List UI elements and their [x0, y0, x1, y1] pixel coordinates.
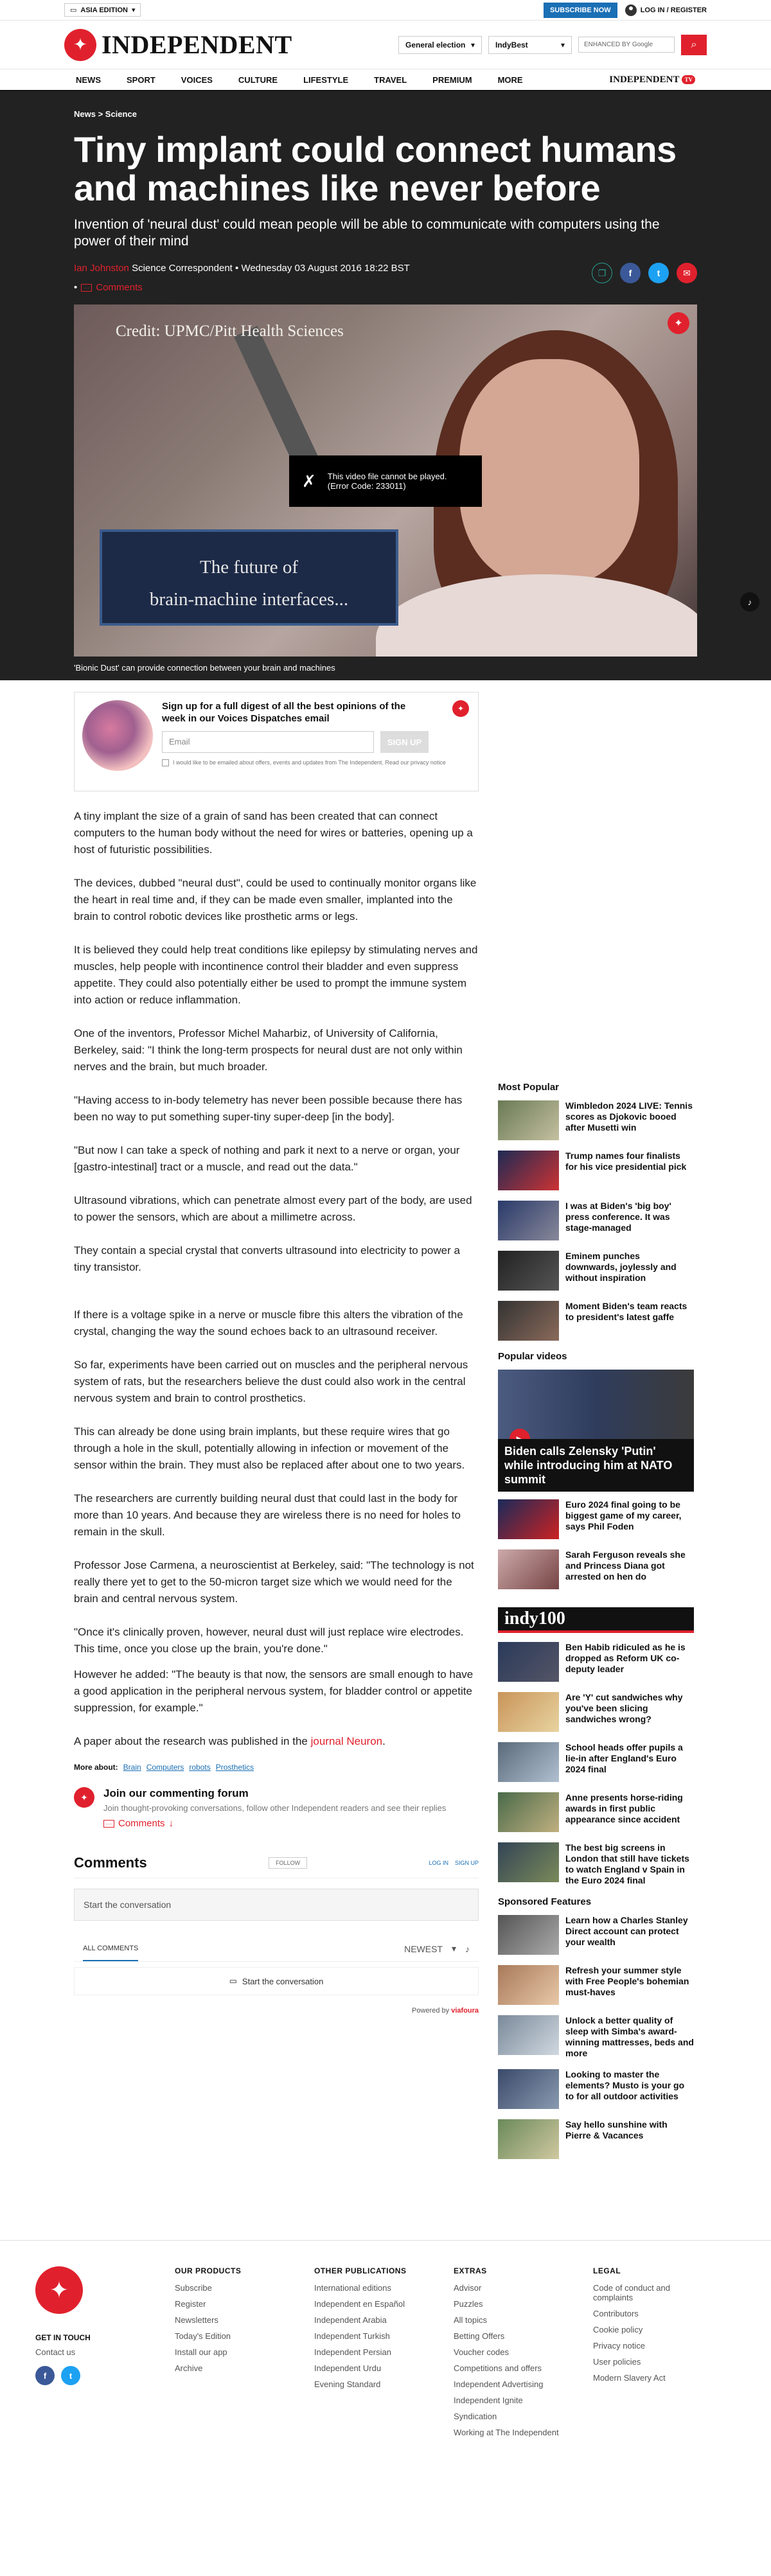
comments-label: Comments [118, 1818, 165, 1829]
list-item-title: Anne presents horse-riding awards in first public appearance since accident [565, 1792, 683, 1824]
footer-link[interactable]: Syndication [454, 2412, 497, 2421]
top-actions [544, 3, 707, 18]
list-item-title: Sarah Ferguson reveals she and Princess Diana got arrested on hen do [565, 1549, 686, 1582]
newsletter-form [162, 731, 470, 753]
list-item[interactable] [498, 1742, 694, 1782]
list-item-title: Eminem punches downwards, joylessly and without inspiration [565, 1251, 677, 1283]
more-about-label: More about: [74, 1763, 118, 1772]
consent-checkbox[interactable] [162, 759, 169, 766]
list-item[interactable] [498, 1549, 694, 1589]
footer-link[interactable]: Today's Edition [175, 2331, 231, 2341]
thumbnail [498, 1201, 559, 1240]
user-icon [625, 4, 637, 16]
nav-culture[interactable]: CULTURE [238, 75, 278, 85]
chevron-down-icon: ▾ [560, 40, 565, 49]
author-link[interactable]: Ian Johnston [74, 263, 129, 274]
author-role: Science Correspondent [132, 263, 233, 274]
footer-link[interactable]: Install our app [175, 2347, 227, 2357]
nav-news[interactable]: NEWS [76, 75, 101, 85]
nav-travel[interactable]: TRAVEL [374, 75, 407, 85]
video-caption: 'Bionic Dust' can provide connection between your brain and machines [74, 663, 335, 673]
most-popular-title: Most Popular [498, 1082, 560, 1093]
sponsored-features-title: Sponsored Features [498, 1896, 592, 1907]
comments-tabs [74, 1936, 479, 1962]
flag-icon: ▭ [70, 6, 77, 14]
thumbnail [498, 1642, 559, 1682]
article-paragraph: "But now I can take a speck of nothing and park it next to a nerve or organ, your [gastro-intestinal] tract or a muscle, and read out the data." [74, 1144, 460, 1173]
article-date: Wednesday 03 August 2016 18:22 BST [241, 263, 410, 274]
article-body [74, 680, 479, 2169]
thumbnail [498, 2069, 559, 2109]
footer-link[interactable]: Subscribe [175, 2283, 212, 2293]
list-item[interactable] [498, 1251, 694, 1291]
chevron-down-icon: ▾ [470, 40, 475, 49]
nav-more[interactable]: MORE [497, 75, 523, 85]
footer-link[interactable]: All topics [454, 2315, 488, 2325]
logo-text: INDEPENDENT [102, 30, 292, 59]
nav-voices[interactable]: VOICES [181, 75, 213, 85]
thumbnail [498, 1742, 559, 1782]
thumbnail [498, 1965, 559, 2005]
list-item[interactable] [498, 2015, 694, 2059]
video-error-line2: (Error Code: 233011) [327, 481, 406, 491]
indybest-dropdown[interactable] [488, 36, 572, 54]
twitter-icon[interactable]: t [61, 2366, 80, 2385]
paragraph-end: . [382, 1735, 386, 1747]
article-hero [0, 91, 771, 680]
article-paragraph: The researchers are currently building neural dust that could last in the body for more than 10 years. And because they are wireless there is no need for holes to remain in the skull. [74, 1492, 461, 1538]
comments-section [74, 1855, 479, 2015]
dot-separator: • [74, 282, 78, 293]
list-item[interactable] [498, 1100, 694, 1140]
follow-button[interactable]: FOLLOW [269, 1857, 307, 1869]
forum-comments-link[interactable] [103, 1818, 446, 1829]
footer-link[interactable]: User policies [593, 2357, 641, 2367]
contact-link[interactable]: Contact us [35, 2347, 76, 2357]
main-nav [0, 69, 771, 91]
thumbnail [498, 1842, 559, 1882]
comments-header [74, 1855, 479, 1878]
article-paragraph: Ultrasound vibrations, which can penetrate almost every part of the body, are used to power the sensors, which are about a millimetre across. [74, 1194, 472, 1223]
thumbnail [498, 1915, 559, 1955]
bookmark-button[interactable] [592, 263, 612, 283]
tag-brain[interactable]: Brain [123, 1763, 141, 1772]
video-frame-person-face [459, 359, 639, 584]
thumbnail [498, 1792, 559, 1832]
article-paragraph: It is believed they could help treat conditions like epilepsy by stimulating nerves and muscles, help people with incontinence control their bladder and even suppress appetite. They could also potentially either be used to prompt the immune system into action or reduce inflammation. [74, 944, 478, 1006]
thumbnail [498, 1549, 559, 1589]
comments-login-link[interactable]: LOG IN [429, 1860, 448, 1866]
footer-link[interactable]: Cookie policy [593, 2325, 643, 2334]
article-subtitle: Invention of 'neural dust' could mean people will be able to communicate with computers using the power of their mind [74, 217, 660, 249]
email-field[interactable]: Email [162, 731, 374, 753]
eagle-logo-icon[interactable]: ✦ [35, 2266, 83, 2314]
footer-link[interactable]: Independent Ignite [454, 2395, 523, 2405]
article-paragraph: However he added: "The beauty is that now, the sensors are small enough to have a good application in the peripheral nervous system, for bladder control or appetite suppression, for example." [74, 1668, 474, 1714]
video-logo-icon: ✦ [668, 312, 689, 334]
indy100-logo[interactable]: indy100 [498, 1607, 694, 1633]
video-title-line1: The future of [200, 557, 298, 578]
footer-link[interactable]: Contributors [593, 2309, 639, 2318]
comments-link[interactable] [74, 282, 697, 293]
thumbnail [498, 1100, 559, 1140]
nav-premium[interactable]: PREMIUM [432, 75, 472, 85]
arrow-down-icon: ↓ [168, 1818, 174, 1829]
masthead [0, 21, 771, 69]
tv-brand-label: INDEPENDENT [609, 74, 680, 85]
newsletter-heading: Sign up for a full digest of all the best opinions of the week in our Voices Dispatches email [162, 701, 406, 724]
article-paragraph: A tiny implant the size of a grain of sand has been created that can connect computers to the human body without the need for wires or batteries, opening up a host of futuristic possibilities. [74, 810, 473, 856]
comments-title: Comments [74, 1855, 147, 1871]
article-meta [74, 263, 697, 283]
list-item[interactable] [498, 1842, 694, 1886]
video-error-icon: ✗ [302, 471, 316, 491]
social-links [35, 2366, 149, 2385]
popular-videos-title: Popular videos [498, 1351, 567, 1362]
newsletter-logo-icon: ✦ [452, 700, 469, 717]
dropdown-label: General election [405, 40, 466, 49]
list-item[interactable] [498, 1201, 694, 1240]
comments-auth [429, 1860, 479, 1866]
footer-link[interactable]: Newsletters [175, 2315, 218, 2325]
article-paragraph: This can already be done using brain implants, but these require wires that go through a hole in the skull, potentially allowing in infection or movement of the sensor within the brain. They must also be replaced after about one to two years. [74, 1425, 465, 1471]
article-paragraph: The devices, dubbed "neural dust", could be used to continually monitor organs like the heart in real time and, if they can be made even smaller, implanted into the brain to control robotic devices like prosthetic arms or legs. [74, 877, 477, 922]
logo[interactable] [64, 29, 292, 61]
login-label: LOG IN / REGISTER [640, 6, 707, 14]
consent-text: I would like to be emailed about offers, events and updates from The Independent. Read our privacy notice [173, 759, 446, 766]
footer-link[interactable]: Independent Advertising [454, 2379, 544, 2389]
list-item-title: Looking to master the elements? Musto is your go to for all outdoor activities [565, 2069, 685, 2101]
footer-col-title: LEGAL [593, 2266, 621, 2275]
footer-link[interactable]: Independent Persian [314, 2347, 391, 2357]
list-item[interactable] [498, 2069, 694, 2109]
footer-link[interactable]: Betting Offers [454, 2331, 505, 2341]
independent-tv-link[interactable] [609, 75, 695, 85]
search-button[interactable] [681, 35, 707, 55]
list-item-title: Wimbledon 2024 LIVE: Tennis scores as Djokovic booed after Musetti win [565, 1100, 693, 1133]
comment-bubble-icon: ▭ [229, 1976, 237, 1986]
signup-button[interactable]: SIGN UP [380, 731, 429, 753]
footer-link[interactable]: Archive [175, 2363, 203, 2373]
thumbnail [498, 1499, 559, 1539]
thumbnail [498, 1251, 559, 1291]
list-item-title: Trump names four finalists for his vice presidential pick [565, 1151, 687, 1172]
page-title: Tiny implant could connect humans and machines like never before [74, 129, 677, 208]
footer-link[interactable]: Modern Slavery Act [593, 2373, 666, 2383]
video-error-line1: This video file cannot be played. [327, 472, 447, 481]
mail-icon: ✉ [683, 267, 691, 278]
twitter-share-button[interactable] [648, 263, 669, 283]
forum-logo-icon: ✦ [74, 1787, 94, 1808]
list-item-title: Learn how a Charles Stanley Direct account can protect your wealth [565, 1915, 688, 1947]
facebook-icon[interactable]: f [35, 2366, 55, 2385]
header-tools [398, 35, 707, 55]
footer-col-title: OUR PRODUCTS [175, 2266, 242, 2275]
sort-label: NEWEST [404, 1943, 443, 1954]
facebook-icon: f [628, 268, 632, 278]
footer-col-legal [593, 2266, 707, 2444]
list-item-title: Ben Habib ridiculed as he is dropped as Reform UK co-deputy leader [565, 1642, 686, 1674]
share-buttons [592, 263, 697, 283]
footer-link[interactable]: Privacy notice [593, 2341, 645, 2351]
footer-link[interactable]: Voucher codes [454, 2347, 510, 2357]
list-item[interactable] [498, 1965, 694, 2005]
tag-computers[interactable]: Computers [146, 1763, 184, 1772]
footer [0, 2240, 771, 2482]
forum-title: Join our commenting forum [103, 1787, 249, 1799]
video-player[interactable] [74, 304, 697, 657]
footer-link[interactable]: Register [175, 2299, 206, 2309]
comment-icon: ··· [81, 284, 92, 292]
footer-link[interactable]: Independent Urdu [314, 2363, 382, 2373]
featured-video[interactable] [498, 1370, 694, 1492]
footer-link[interactable]: Independent Turkish [314, 2331, 390, 2341]
eagle-logo-icon: ✦ [64, 29, 96, 61]
nav-sport[interactable]: SPORT [127, 75, 155, 85]
tab-all-comments[interactable]: ALL COMMENTS [83, 1937, 138, 1961]
list-item-title: Say hello sunshine with Pierre & Vacances [565, 2119, 668, 2140]
breadcrumb[interactable]: News > Science [74, 109, 137, 119]
article-paragraph: If there is a voltage spike in a nerve or muscle fibre this alters the vibration of the crystal, changing the way the sound echoes back to an ultrasound receiver. [74, 1309, 463, 1337]
thumbnail [498, 2015, 559, 2055]
newsletter-signup [74, 692, 479, 791]
article-paragraph: They contain a special crystal that converts ultrasound into electricity to power a tiny transistor. [74, 1244, 460, 1273]
search-input[interactable]: ENHANCED BY Google [578, 37, 675, 53]
list-item-title: Refresh your summer style with Free People's bohemian must-haves [565, 1965, 689, 1997]
list-item[interactable] [498, 1151, 694, 1190]
get-in-touch-title: GET IN TOUCH [35, 2333, 91, 2342]
login-button[interactable] [625, 4, 707, 16]
thumbnail [498, 2119, 559, 2159]
article-paragraph: One of the inventors, Professor Michel Maharbiz, of University of California, Berkeley, said: "I think the long-term prospects for neural dust are not only within nerves and the brain, but much broader. [74, 1027, 463, 1073]
newsletter-illustration [82, 700, 153, 771]
footer-link[interactable]: Code of conduct and complaints [593, 2283, 670, 2302]
email-share-button[interactable] [677, 263, 697, 283]
footer-col-title: OTHER PUBLICATIONS [314, 2266, 407, 2275]
forum-subtitle: Join thought-provoking conversations, follow other Independent readers and see their replies [103, 1803, 447, 1813]
tag-robots[interactable]: robots [189, 1763, 211, 1772]
powered-by-label: Powered by [412, 2007, 450, 2015]
facebook-share-button[interactable] [620, 263, 641, 283]
list-item-title: Are 'Y' cut sandwiches why you've been slicing sandwiches wrong? [565, 1692, 683, 1724]
nav-links [76, 75, 523, 85]
paragraph-text: A paper about the research was published in the [74, 1735, 311, 1747]
list-item-title: Unlock a better quality of sleep with Simba's award-winning mattresses, beds and more [565, 2015, 694, 2058]
dropdown-label: IndyBest [495, 40, 528, 49]
footer-col-title: EXTRAS [454, 2266, 487, 2275]
list-item-title: Euro 2024 final going to be biggest game of my career, says Phil Foden [565, 1499, 682, 1531]
top-bar [0, 0, 771, 21]
comment-icon: ··· [103, 1820, 114, 1828]
list-item[interactable] [498, 1792, 694, 1832]
bell-icon[interactable]: ♪ [740, 592, 759, 612]
footer-link[interactable]: Advisor [454, 2283, 482, 2293]
chevron-down-icon: ▾ [451, 1943, 456, 1954]
thumbnail [498, 1301, 559, 1341]
comments-label: Comments [96, 282, 143, 293]
list-item-title: The best big screens in London that still have tickets to watch England v Spain in the Euro 2024 final [565, 1842, 689, 1885]
main-content [0, 680, 771, 2169]
footer-link[interactable]: Independent Arabia [314, 2315, 387, 2325]
thumbnail [498, 1692, 559, 1732]
footer-col-publications [314, 2266, 428, 2444]
chevron-down-icon: ▾ [131, 6, 136, 14]
edition-selector[interactable] [64, 3, 141, 17]
bookmark-icon: ❐ [598, 267, 607, 278]
footer-brand [35, 2266, 149, 2444]
list-item[interactable] [498, 1301, 694, 1341]
video-title-box [100, 529, 398, 626]
list-item[interactable] [498, 2119, 694, 2159]
powered-by [74, 2007, 479, 2015]
tv-badge: TV [682, 75, 695, 84]
list-item[interactable] [498, 1499, 694, 1539]
footer-link[interactable]: International editions [314, 2283, 391, 2293]
footer-col-extras [454, 2266, 567, 2444]
list-item-title: Moment Biden's team reacts to president's latest gaffe [565, 1301, 687, 1322]
newsletter-consent [162, 759, 470, 766]
nav-lifestyle[interactable]: LIFESTYLE [303, 75, 349, 85]
sort-dropdown[interactable] [404, 1943, 470, 1954]
edition-label: ASIA EDITION [80, 6, 128, 14]
video-error-message [289, 455, 482, 507]
commenting-forum-promo [74, 1787, 479, 1829]
tag-prosthetics[interactable]: Prosthetics [215, 1763, 254, 1772]
footer-link[interactable]: Puzzles [454, 2299, 483, 2309]
video-credit: Credit: UPMC/Pitt Health Sciences [116, 322, 344, 340]
article-paragraph: Professor Jose Carmena, a neuroscientist at Berkeley, said: "The technology is not really there yet to get to the 50-micron target size which we would need for the brain and central nervous system. [74, 1559, 474, 1605]
article-paragraph: "Once it's clinically proven, however, neural dust will just replace wire electrodes. This time, once you close up the brain, you're done." [74, 1626, 464, 1655]
start-conversation-button[interactable] [74, 1967, 479, 1995]
footer-col-products [175, 2266, 288, 2444]
dot-separator: • [235, 263, 242, 274]
bell-icon[interactable]: ♪ [465, 1943, 470, 1954]
byline [74, 263, 410, 274]
neuron-journal-link[interactable]: journal Neuron [310, 1735, 383, 1747]
video-title-line2: brain-machine interfaces... [149, 589, 349, 610]
general-election-dropdown[interactable] [398, 36, 482, 54]
start-conversation-label: Start the conversation [242, 1976, 324, 1986]
search-icon: ⌕ [691, 39, 697, 50]
viafoura-logo[interactable]: viafoura [451, 2007, 479, 2015]
list-item[interactable] [498, 1915, 694, 1955]
article-paragraph: "Having access to in-body telemetry has never been possible because there has been no way to put something super-tiny super-deep [in the body]. [74, 1094, 463, 1123]
article-paragraph: So far, experiments have been carried out on muscles and the peripheral nervous system of rats, but the researchers believe the dust could also work in the central nervous system and brain to control prosthetics. [74, 1359, 468, 1404]
list-item[interactable] [498, 1692, 694, 1732]
twitter-icon: t [657, 268, 660, 278]
footer-link[interactable]: Working at The Independent [454, 2428, 559, 2437]
footer-link[interactable]: Competitions and offers [454, 2363, 542, 2373]
footer-link[interactable]: Evening Standard [314, 2379, 381, 2389]
list-item-title: School heads offer pupils a lie-in after England's Euro 2024 final [565, 1742, 683, 1774]
sidebar [498, 680, 694, 2169]
comments-signup-link[interactable]: SIGN UP [454, 1860, 479, 1866]
featured-video-caption: Biden calls Zelensky 'Putin' while introducing him at NATO summit [498, 1439, 694, 1492]
article-paragraph [74, 1733, 479, 1750]
thumbnail [498, 1151, 559, 1190]
footer-link[interactable]: Independent en Español [314, 2299, 405, 2309]
list-item[interactable] [498, 1642, 694, 1682]
list-item-title: I was at Biden's 'big boy' press conference. It was stage-managed [565, 1201, 671, 1233]
more-about-tags [74, 1763, 479, 1772]
subscribe-button[interactable]: SUBSCRIBE NOW [544, 3, 617, 18]
comment-input[interactable]: Start the conversation [74, 1889, 479, 1921]
